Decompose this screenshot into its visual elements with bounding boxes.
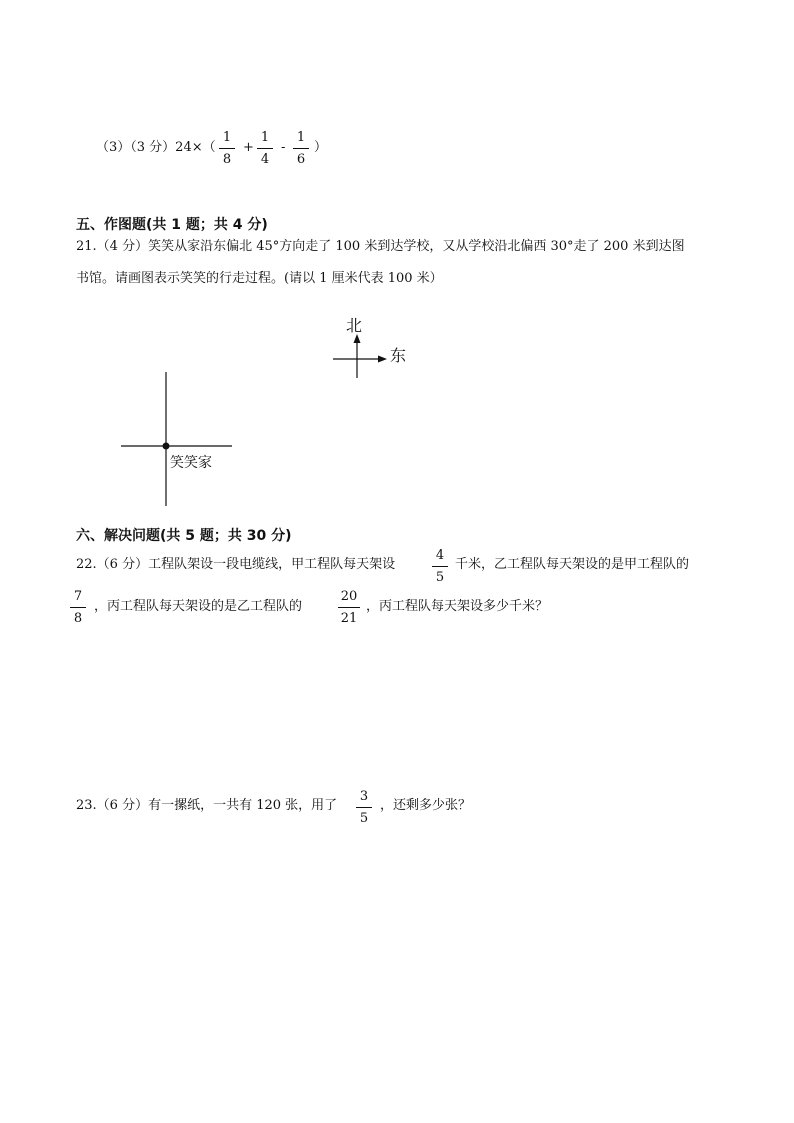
numerator: 1 — [260, 130, 270, 145]
numerator: 1 — [296, 130, 306, 145]
question-22-text-2: 千米，乙工程队每天架设的是甲工程队的 — [455, 557, 690, 572]
denominator: 8 — [73, 611, 83, 626]
fraction-1-8 — [219, 130, 235, 167]
fraction-1-6 — [293, 130, 309, 167]
question-23-text-2: ，还剩多少张？ — [380, 798, 472, 813]
numerator: 3 — [359, 789, 369, 804]
denominator: 5 — [435, 570, 445, 585]
numerator: 4 — [435, 548, 445, 563]
close-paren: ） — [314, 140, 328, 155]
compass-east-label: 东 — [390, 346, 407, 365]
denominator: 5 — [359, 811, 369, 826]
home-point — [163, 443, 170, 450]
question-21-line-1: 21.（4 分）笑笑从家沿东偏北 45°方向走了 100 米到达学校，又从学校沿北偏西 30°走了 200 米到达图 — [76, 239, 685, 254]
numerator: 20 — [340, 589, 358, 604]
question-23-text-1: 23.（6 分）有一摞纸，一共有 120 张，用了 — [76, 798, 338, 813]
minus-sign: - — [281, 140, 286, 155]
question-22-text-1: 22.（6 分）工程队架设一段电缆线，甲工程队每天架设 — [76, 557, 396, 572]
fraction-1-4 — [257, 130, 273, 167]
numerator: 1 — [222, 130, 232, 145]
question-22-text-4: ，丙工程队每天架设多少千米？ — [366, 599, 549, 614]
east-arrow-icon — [378, 356, 387, 363]
fraction-3-5 — [356, 789, 372, 826]
question-21-line-2: 书馆。请画图表示笑笑的行走过程。(请以 1 厘米代表 100 米） — [76, 271, 443, 286]
section-6-title: 六、解决问题(共 5 题；共 30 分) — [76, 528, 292, 544]
plus-sign: + — [243, 140, 254, 155]
home-cross-diagram — [118, 370, 238, 510]
problem-20-3-prefix: （3）（3 分）24×（ — [96, 140, 216, 155]
section-5-title: 五、作图题(共 1 题；共 4 分) — [76, 217, 268, 233]
numerator: 7 — [73, 589, 83, 604]
compass-north-label: 北 — [346, 316, 363, 335]
denominator: 8 — [222, 152, 232, 167]
denominator: 21 — [340, 611, 358, 626]
home-label: 笑笑家 — [170, 455, 212, 471]
fraction-20-21 — [338, 589, 360, 626]
fraction-4-5 — [432, 548, 448, 585]
question-22-text-3: ，丙工程队每天架设的是乙工程队的 — [94, 599, 303, 614]
fraction-7-8 — [70, 589, 86, 626]
denominator: 6 — [296, 152, 306, 167]
denominator: 4 — [260, 152, 270, 167]
